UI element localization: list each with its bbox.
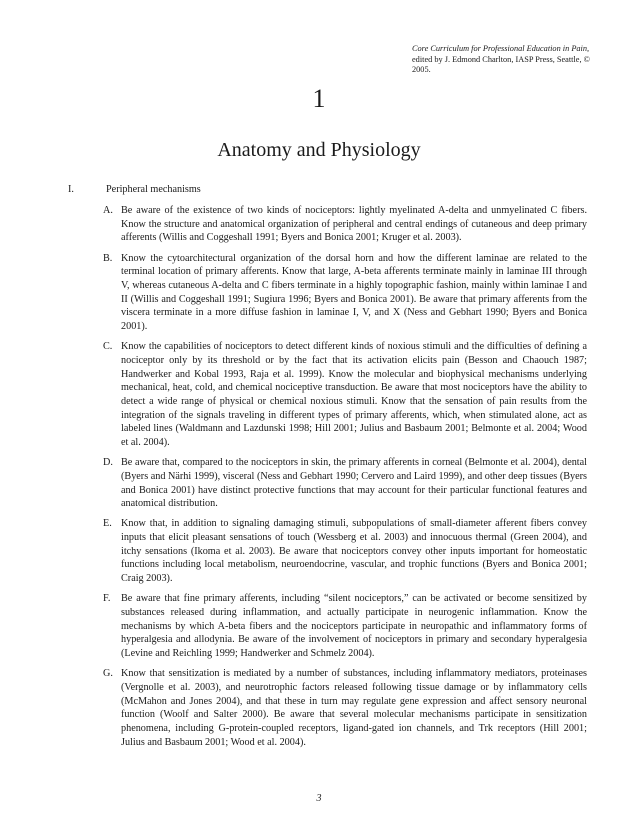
list-item <box>68 456 588 511</box>
chapter-number: 1 <box>312 84 326 113</box>
item-text: Know that sensitization is mediated by a number of substances, including inflammatory mediators, proteinases (Vergnolle et al. 2003), and neurotrophic factors released following tissue damage or by inflammatory cells (McMahon and Jones 2004), and that these in turn may regulate gene expression and affect sensory neuronal function (Woolf and Salter 2000). Be aware that several molecular mechanisms participate in sensitization phenomena, including G-protein-coupled receptors, ligand-gated ion channels, and Trk receptors (Hill 2001; Julius and Basbaum 2001; Wood et al. 2004). <box>121 668 587 748</box>
section-peripheral-mechanisms <box>68 183 588 756</box>
section-title: Peripheral mechanisms <box>106 184 201 195</box>
section-heading <box>68 183 588 197</box>
item-text: Know that, in addition to signaling damaging stimuli, subpopulations of small-diameter afferent fibers convey inputs that elicit pleasant sensations of touch (Wessberg et al. 2003) and innocuous thermal (Green 2004), and itchy sensations (Ikoma et al. 2003). Be aware that nociceptors convey other inputs important for homeostatic functions including local metabolism, neuroendocrine, vascular, and trophic functions (Byers and Bonica 2001; Craig 2003). <box>121 518 587 585</box>
item-letter: B. <box>103 252 113 264</box>
item-text: Know the capabilities of nociceptors to detect different kinds of noxious stimuli and the difficulties of defining a nociceptor only by its threshold or by the fact that its activation elicits pain (Besson and Chaouch 1987; Handwerker and Kobal 1993, Raja et al. 1999). Know the molecular and biophysical mechanisms underlying mechanical, heat, cold, and chemical nociceptive transduction. Be aware that most nociceptors have the ability to detect a wide range of physical or chemical noxious stimuli. Know that the sensation of pain results from the integration of the signals traveling in different types of primary afferents, which, when stimulated alone, act as labeled lines (Waldmann and Lazdunski 1998; Hill 2001; Julius and Basbaum 2001; Belmonte et al. 2004; Wood et al. 2004). <box>121 341 587 449</box>
book-citation <box>412 44 602 76</box>
list-item <box>68 592 588 661</box>
item-text: Know the cytoarchitectural organization of the dorsal horn and how the different laminae are related to the terminal location of primary afferents. Know that large, A-beta afferents terminate mainly in laminae III through V, whereas cutaneous A-delta and C fibers terminate in a highly topographic fashion, mainly within laminae I and II (Willis and Coggeshall 1991; Sugiura 1996; Byers and Bonica 2001). Be aware that primary afferents from the viscera terminate in a more diffuse fashion in laminae I, V, and X (Ness and Gebhart 1990; Byers and Bonica 2001). <box>121 252 587 333</box>
citation-details: edited by J. Edmond Charlton, IASP Press, Seattle, © 2005. <box>412 54 590 74</box>
item-letter: A. <box>103 205 113 216</box>
item-text: Be aware that fine primary afferents, including “silent nociceptors,” can be activated or become sensitized by substances released during inflammation, and actually participate in neurogenic inflammation. Know the mechanisms by which A-beta fibers and the nociceptors participate in neuropathic and inflammatory forms of hyperalgesia and allodynia. Be aware of the involvement of nociceptors in primary and secondary hyperalgesia (Levine and Reichling 1999; Handwerker and Schmelz 2004). <box>121 593 587 660</box>
citation-book-title: Core Curriculum for Professional Education in Pain, <box>412 44 590 53</box>
chapter-title: Anatomy and Physiology <box>217 139 421 161</box>
list-item <box>68 517 588 586</box>
list-item <box>68 252 588 334</box>
item-letter: D. <box>103 457 113 469</box>
section-number: I. <box>68 184 74 195</box>
list-item <box>68 204 588 245</box>
item-letter: C. <box>103 341 113 353</box>
item-letter: G. <box>103 668 113 680</box>
item-text: Be aware that, compared to the nociceptors in skin, the primary afferents in corneal (Belmonte et al. 2004), dental (Byers and Närhi 1999), visceral (Ness and Gebhart 1990; Cervero and Laird 1999), and other deep tissues (Byers and Bonica 2001) have distinct protective functions that may account for their particular functional features and anatomical distribution. <box>121 457 587 510</box>
list-item <box>68 340 588 450</box>
page-number: 3 <box>316 793 322 804</box>
item-letter: E. <box>103 518 112 530</box>
item-text: Be aware of the existence of two kinds of nociceptors: lightly myelinated A-delta and unmyelinated C fibers. Know the structure and anatomical organization of peripheral and central endings of cutaneous and deep primary afferents (Willis and Coggeshall 1991; Byers and Bonica 2001; Kruger et al. 2003). <box>121 205 587 244</box>
list-item <box>68 667 588 749</box>
item-letter: F. <box>103 593 111 605</box>
